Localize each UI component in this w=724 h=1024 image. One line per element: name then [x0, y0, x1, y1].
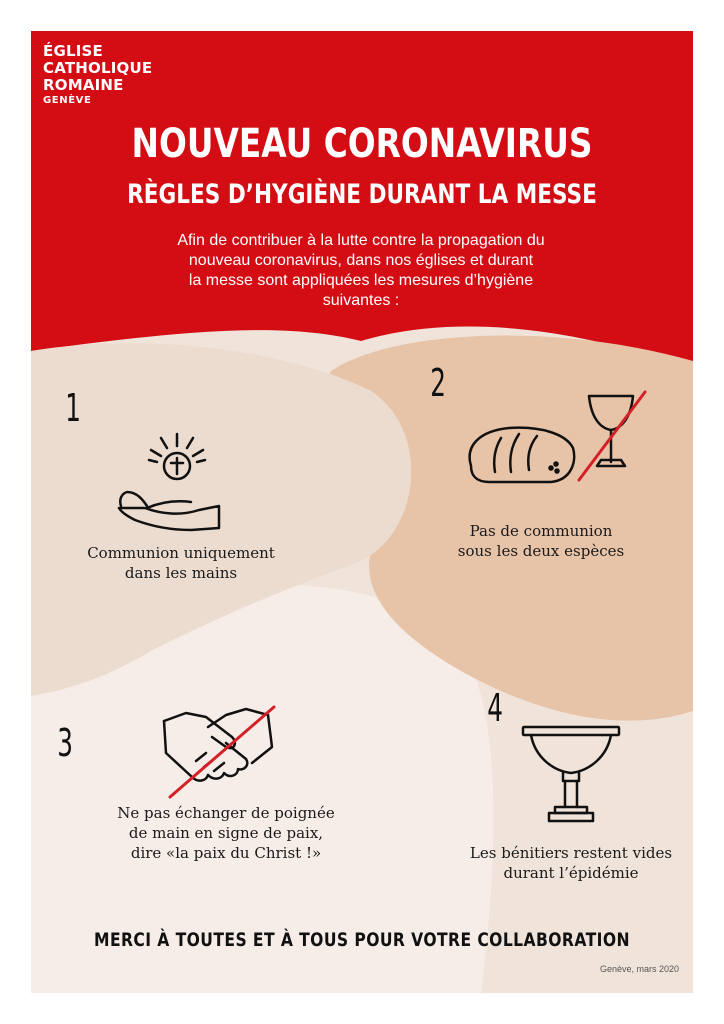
credit-line: Genève, mars 2020 [599, 964, 679, 974]
bread-chalice-crossed-icon [461, 386, 651, 496]
intro-line: suivantes : [322, 292, 400, 309]
logo-line-romaine: ROMAINE [43, 76, 124, 94]
rule-number-4: 4 [487, 686, 503, 730]
caption-line: dans les mains [124, 564, 238, 582]
church-logo [43, 43, 152, 107]
intro-line: la messe sont appliquées les mesures d’hygiène [188, 272, 534, 289]
intro-line: Afin de contribuer à la lutte contre la propagation du [177, 232, 545, 249]
logo-line-catholique: CATHOLIQUE [43, 59, 153, 77]
rule-caption-1 [61, 543, 301, 583]
poster-subtitle: RÈGLES D’HYGIÈNE DURANT LA MESSE [127, 179, 597, 210]
caption-line: sous les deux espèces [457, 542, 625, 560]
rule-caption-4 [456, 843, 686, 883]
caption-line: durant l’épidémie [503, 864, 639, 882]
rule-caption-2 [436, 521, 646, 561]
rule-number-2: 2 [430, 361, 446, 405]
caption-line: dire «la paix du Christ !» [130, 844, 322, 862]
rule-caption-3 [76, 803, 376, 863]
intro-line: nouveau coronavirus, dans nos églises et durant [188, 252, 534, 269]
holy-water-font-icon [519, 721, 629, 831]
caption-line: Ne pas échanger de poignée [117, 804, 335, 822]
thanks-message: MERCI À TOUTES ET À TOUS POUR VOTRE COLLABORATION [94, 929, 630, 951]
logo-line-eglise: ÉGLISE [43, 42, 103, 60]
hand-host-icon [111, 416, 231, 536]
rule-number-3: 3 [57, 721, 73, 765]
intro-text [136, 231, 586, 311]
poster [31, 31, 693, 993]
logo-line-geneve: GENÈVE [43, 95, 92, 106]
handshake-crossed-icon [156, 701, 286, 801]
rule-number-1: 1 [65, 386, 81, 430]
caption-line: Les bénitiers restent vides [469, 844, 673, 862]
caption-line: Pas de communion [469, 522, 613, 540]
caption-line: Communion uniquement [87, 544, 275, 562]
poster-title: NOUVEAU CORONAVIRUS [131, 121, 593, 167]
caption-line: de main en signe de paix, [128, 824, 324, 842]
